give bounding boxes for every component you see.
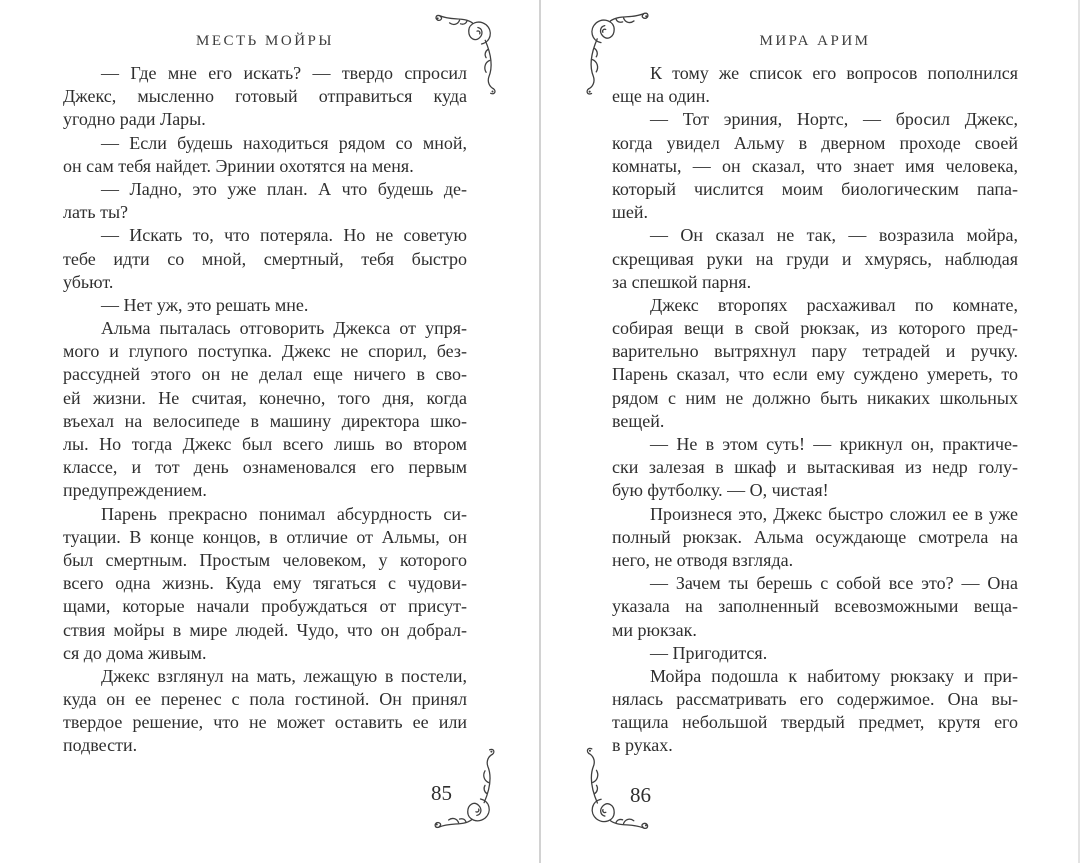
text-line: классе, и тот день ознаменовался его первым: [63, 457, 467, 478]
text-line: ствия мойры в мире людей. Чудо, что он добрал-: [63, 619, 467, 640]
text-line: мого и глупого поступка. Джекс не спорил, без-: [63, 341, 467, 362]
text-line: еще на один.: [612, 86, 710, 107]
text-line: был смертным. Простым человеком, у которого: [63, 549, 467, 570]
text-line: ски залезая в шкаф и вытаскивая из недр голу-: [612, 457, 1018, 478]
paragraph: [612, 503, 1018, 573]
text-line: ми рюкзак.: [612, 619, 697, 640]
text-line: в руках.: [612, 735, 673, 756]
text-line: указала на заполненный всевозможными веща-: [612, 596, 1018, 617]
text-line: Парень сказал, что если ему суждено умереть, то: [612, 364, 1018, 385]
text-line: убьют.: [63, 271, 114, 292]
text-line: тебе идти со мной, смертный, тебя быстро: [63, 248, 467, 269]
paragraph: [63, 294, 467, 317]
paragraph: [63, 178, 467, 224]
text-line: угодно ради Лары.: [63, 109, 206, 130]
paragraph: [612, 62, 1018, 108]
text-line: всего одна жизнь. Куда ему тягаться с чудови-: [63, 573, 467, 594]
text-line: который числится моим биологическим папа-: [612, 178, 1018, 199]
text-line: подвести.: [63, 735, 138, 756]
text-line: рассудней этого он не делал еще ничего в сво-: [63, 364, 467, 385]
text-line: него, не отводя взгляда.: [612, 549, 794, 570]
text-line: варительно вытряхнул пару тетрадей и ручку.: [612, 341, 1018, 362]
text-line: скрещивая руки на груди и хмурясь, наблюдая: [612, 248, 1018, 269]
paragraph: [612, 224, 1018, 294]
text-line: предупреждением.: [63, 480, 207, 501]
text-line: — Не в этом суть! — крикнул он, практиче-: [650, 434, 1018, 454]
text-line: твердое решение, что не может оставить ее или: [63, 712, 467, 733]
text-line: — Где мне его искать? — твердо спросил: [101, 63, 467, 83]
text-line: вещей.: [612, 410, 665, 431]
floral-corner-ornament-icon: [584, 747, 650, 831]
paragraph: [612, 108, 1018, 224]
text-line: рядом с ним не должно быть никаких школьных: [612, 387, 1018, 408]
paragraph: [612, 642, 1018, 665]
paragraph: [63, 503, 467, 665]
paragraph: [612, 665, 1018, 758]
text-line: полный рюкзак. Альма осуждающе смотрела на: [612, 526, 1018, 547]
text-line: щами, которые начали пробуждаться от присут-: [63, 596, 467, 617]
page-number-left: 85: [431, 781, 452, 805]
text-line: лать ты?: [63, 202, 129, 223]
text-line: — Пригодится.: [650, 642, 768, 663]
left-page: [63, 0, 467, 863]
text-line: — Ладно, это уже план. А что будешь де-: [101, 178, 467, 199]
text-line: — Искать то, что потеряла. Но не советую: [101, 225, 467, 246]
text-line: комнаты, — он сказал, что знает имя человека,: [612, 155, 1018, 176]
text-line: ся до дома живым.: [63, 642, 207, 663]
floral-corner-ornament-icon: [434, 12, 498, 96]
text-line: туации. В конце концов, в отличие от Альмы, он: [63, 526, 467, 547]
text-line: когда увидел Альму в дверном проходе своей: [612, 132, 1018, 153]
text-line: Джекс, мысленно готовый отправиться куда: [63, 86, 467, 107]
text-line: — Зачем ты берешь с собой все это? — Она: [650, 573, 1018, 594]
running-head-title: МЕСТЬ МОЙРЫ: [196, 33, 334, 49]
text-line: — Тот эриния, Нортс, — бросил Джекс,: [650, 109, 1018, 130]
paragraph: [612, 433, 1018, 503]
paragraph: [63, 62, 467, 132]
paragraph: [63, 665, 467, 758]
paragraph: [63, 224, 467, 294]
text-line: нялась рассматривать его содержимое. Она вы-: [612, 689, 1018, 710]
right-page: [612, 0, 1018, 863]
page-number-right: 86: [630, 783, 651, 807]
page-gutter-divider: [539, 0, 541, 863]
paragraph: [63, 132, 467, 178]
running-head-author: МИРА АРИМ: [759, 33, 871, 49]
text-line: Альма пыталась отговорить Джекса от упря-: [101, 318, 467, 339]
text-line: бую футболку. — О, чистая!: [612, 480, 829, 501]
text-line: въехал на велосипеде в машину директора шко-: [63, 410, 467, 431]
text-line: за спешкой парня.: [612, 271, 752, 292]
text-line: Джекс второпях расхаживал по комнате,: [650, 294, 1018, 315]
floral-corner-ornament-icon: [584, 10, 650, 96]
page-body: [612, 62, 1018, 758]
text-line: Произнеся это, Джекс быстро сложил ее в уже: [650, 503, 1018, 524]
text-line: Парень прекрасно понимал абсурдность си-: [101, 503, 467, 524]
paragraph: [63, 317, 467, 503]
text-line: собирая вещи в свой рюкзак, из которого пред-: [612, 318, 1018, 339]
text-line: шей.: [612, 202, 648, 223]
text-line: — Нет уж, это решать мне.: [101, 294, 309, 315]
text-line: Мойра подошла к набитому рюкзаку и при-: [650, 665, 1018, 686]
text-line: куда он ее перенес с пола гостиной. Он принял: [63, 689, 467, 710]
text-line: Джекс взглянул на мать, лежащую в постели,: [101, 665, 467, 686]
text-line: — Он сказал не так, — возразила мойра,: [650, 225, 1018, 246]
text-line: лы. Но тогда Джекс был всего лишь во втором: [63, 434, 467, 454]
text-line: тащила небольшой твердый предмет, крутя его: [612, 712, 1018, 733]
paragraph: [612, 572, 1018, 642]
text-line: ей жизни. Не считая, конечно, того дня, когда: [63, 387, 467, 408]
floral-corner-ornament-icon: [432, 748, 498, 830]
page-body: [63, 62, 467, 758]
text-line: — Если будешь находиться рядом со мной,: [101, 132, 467, 153]
paragraph: [612, 294, 1018, 433]
text-line: он сам тебя найдет. Эринии охотятся на меня.: [63, 155, 414, 176]
text-line: К тому же список его вопросов пополнился: [650, 63, 1018, 83]
